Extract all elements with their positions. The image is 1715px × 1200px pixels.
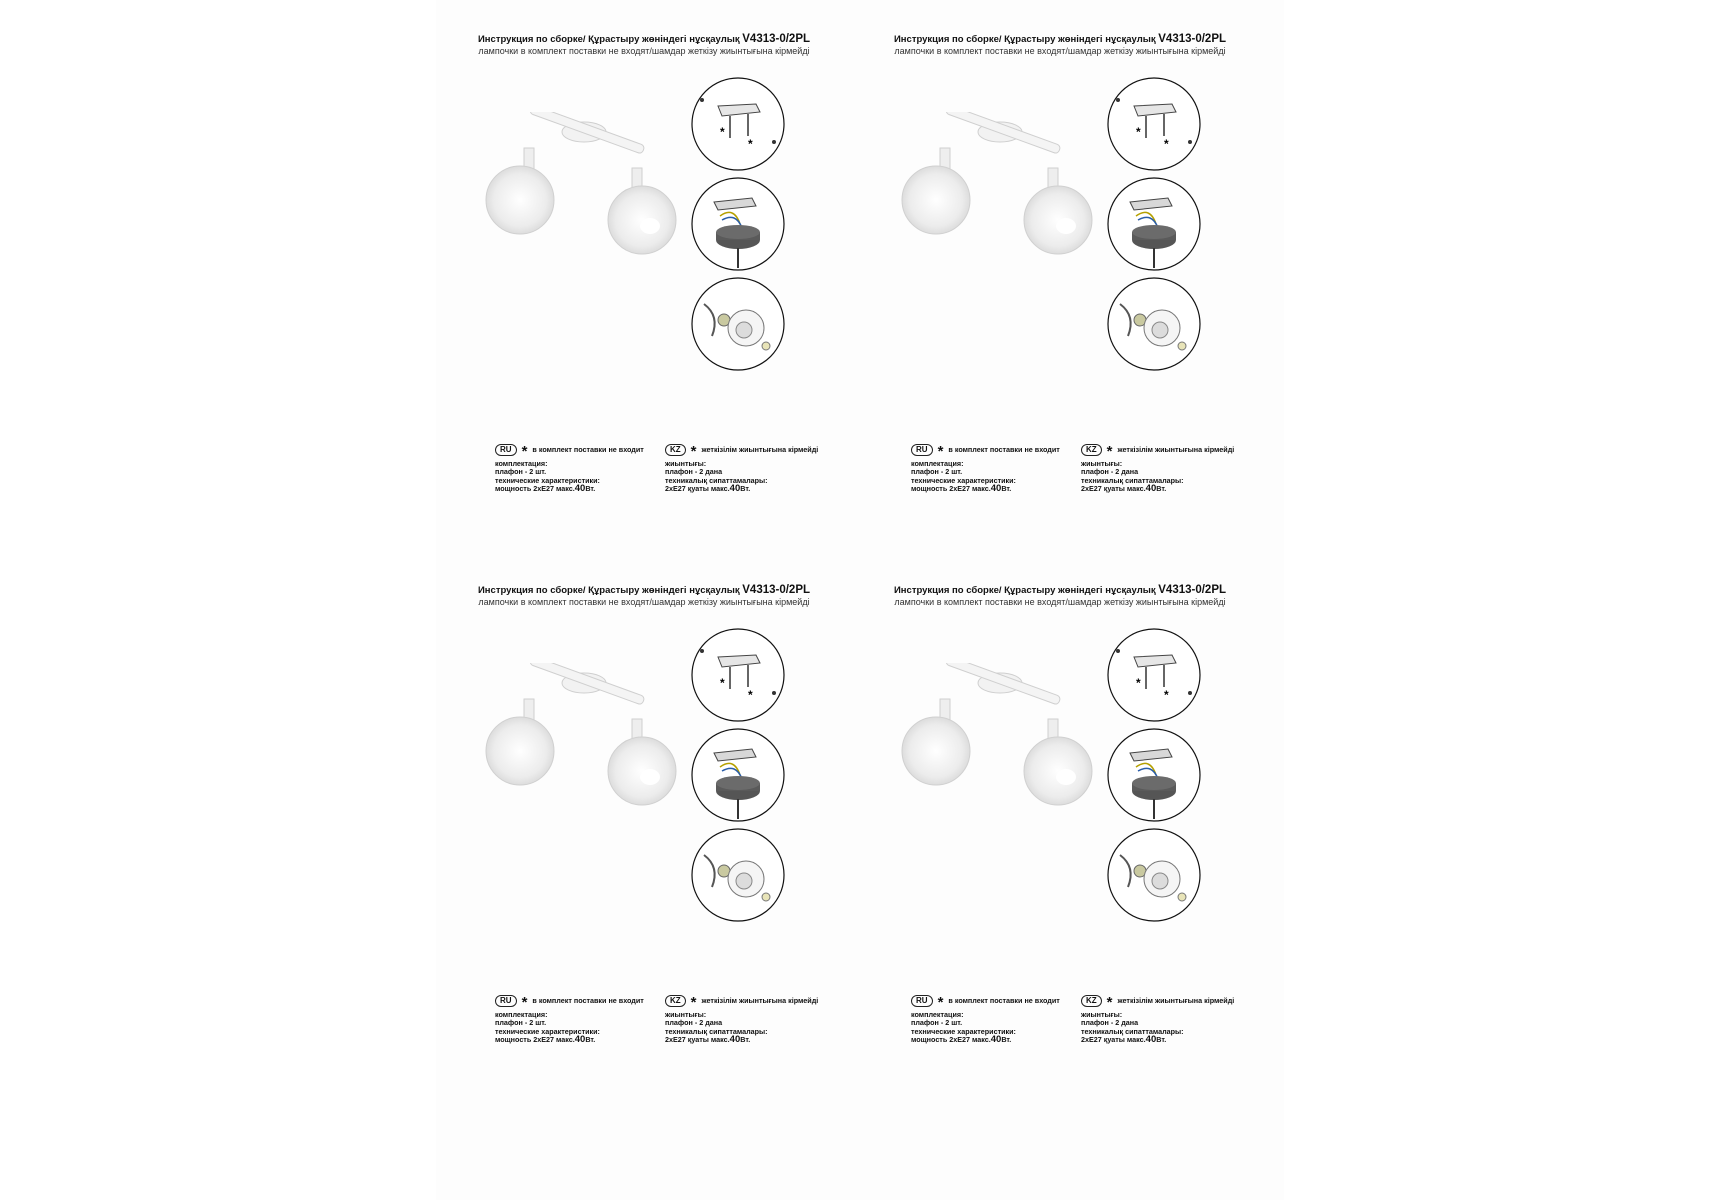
document-sheet [436,0,1284,1200]
step-1-mounting-diagram [1106,76,1202,172]
legend-kz [1081,995,1234,1045]
kz-power: 2xE27 қуаты макс.40Вт. [1081,1034,1167,1046]
step-2-wiring-diagram [690,176,786,272]
star-mark: * [690,994,697,1011]
step-3-shade-diagram [1106,276,1202,372]
ru-specs-label: технические характеристики: [911,475,1016,485]
legend-ru [495,995,644,1045]
step-star: * [748,688,753,702]
kz-set-value: плафон - 2 дана [1081,1018,1139,1028]
ru-not-included-note: в комплект поставки не входит [532,444,644,454]
kz-not-included-note: жеткізілім жиынтығына кірмейді [701,995,819,1005]
ru-specs-label: технические характеристики: [495,1026,600,1036]
kz-badge: KZ [665,444,686,456]
step-2-wiring-diagram [1106,727,1202,823]
legend-kz [665,444,818,494]
legend-ru [911,995,1060,1045]
kz-set-value: плафон - 2 дана [1081,467,1139,477]
star-mark: * [521,994,528,1011]
legend-ru [911,444,1060,494]
instruction-panel [436,551,852,1151]
ru-badge: RU [495,444,517,456]
kz-badge: KZ [1081,995,1102,1007]
lamp-product-image [484,112,684,272]
step-star: * [1164,137,1169,151]
ru-badge: RU [911,444,933,456]
kz-not-included-note: жеткізілім жиынтығына кірмейді [1117,995,1235,1005]
ru-specs-label: технические характеристики: [911,1026,1016,1036]
kz-specs-label: техникалық сипаттамалары: [665,1026,768,1036]
legend-kz [665,995,818,1045]
ru-set-label: комплектация: [495,459,548,468]
panel-subtitle: лампочки в комплект поставки не входят/шамдар жеткізу жиынтығына кірмейді [894,597,1226,607]
ru-set-label: комплектация: [911,459,964,468]
kz-not-included-note: жеткізілім жиынтығына кірмейді [701,444,819,454]
kz-specs-label: техникалық сипаттамалары: [1081,475,1184,485]
step-star: * [1136,676,1141,690]
legend-kz [1081,444,1234,494]
star-mark: * [937,443,944,460]
kz-set-label: жиынтығы: [1081,1010,1123,1019]
ru-power: мощность 2xE27 макс.40Вт. [495,483,596,495]
kz-set-label: жиынтығы: [1081,459,1123,468]
kz-set-label: жиынтығы: [665,1010,707,1019]
panel-subtitle: лампочки в комплект поставки не входят/шамдар жеткізу жиынтығына кірмейді [478,46,810,56]
step-3-shade-diagram [690,827,786,923]
star-mark: * [1106,443,1113,460]
ru-specs-label: технические характеристики: [495,475,600,485]
kz-badge: KZ [1081,444,1102,456]
kz-set-value: плафон - 2 дана [665,1018,723,1028]
kz-specs-label: техникалық сипаттамалары: [1081,1026,1184,1036]
ru-set-label: комплектация: [911,1010,964,1019]
step-star: * [748,137,753,151]
star-mark: * [690,443,697,460]
ru-power: мощность 2xE27 макс.40Вт. [911,483,1012,495]
panel-subtitle: лампочки в комплект поставки не входят/шамдар жеткізу жиынтығына кірмейді [894,46,1226,56]
lamp-product-image [900,112,1100,272]
kz-set-value: плафон - 2 дана [665,467,723,477]
ru-badge: RU [495,995,517,1007]
legend-ru [495,444,644,494]
ru-not-included-note: в комплект поставки не входит [948,995,1060,1005]
star-mark: * [937,994,944,1011]
model-code: V4313-0/2PL [1158,584,1227,596]
instruction-panel [852,551,1268,1151]
ru-not-included-note: в комплект поставки не входит [532,995,644,1005]
kz-power: 2xE27 қуаты макс.40Вт. [1081,483,1167,495]
step-2-wiring-diagram [690,727,786,823]
panel-title: Инструкция по сборке/ Құрастыру жөніндегі нұсқаулық V4313-0/2PL [477,33,811,45]
step-1-mounting-diagram [1106,627,1202,723]
instruction-panel [436,0,852,600]
panel-title: Инструкция по сборке/ Құрастыру жөніндегі нұсқаулық V4313-0/2PL [893,33,1227,45]
star-mark: * [521,443,528,460]
ru-set-value: плафон - 2 шт. [495,467,547,477]
ru-not-included-note: в комплект поставки не входит [948,444,1060,454]
step-2-wiring-diagram [1106,176,1202,272]
ru-set-value: плафон - 2 шт. [495,1018,547,1028]
ru-power: мощность 2xE27 макс.40Вт. [911,1034,1012,1046]
ru-set-value: плафон - 2 шт. [911,1018,963,1028]
ru-power: мощность 2xE27 макс.40Вт. [495,1034,596,1046]
ru-set-value: плафон - 2 шт. [911,467,963,477]
kz-not-included-note: жеткізілім жиынтығына кірмейді [1117,444,1235,454]
ru-badge: RU [911,995,933,1007]
kz-power: 2xE27 қуаты макс.40Вт. [665,483,751,495]
step-star: * [1164,688,1169,702]
step-star: * [720,125,725,139]
kz-badge: KZ [665,995,686,1007]
panel-title: Инструкция по сборке/ Құрастыру жөніндегі нұсқаулық V4313-0/2PL [893,584,1227,596]
instruction-panel [852,0,1268,600]
model-code: V4313-0/2PL [1158,33,1227,45]
model-code: V4313-0/2PL [742,33,811,45]
step-1-mounting-diagram [690,627,786,723]
lamp-product-image [900,663,1100,823]
step-star: * [720,676,725,690]
kz-specs-label: техникалық сипаттамалары: [665,475,768,485]
step-1-mounting-diagram [690,76,786,172]
panel-title: Инструкция по сборке/ Құрастыру жөніндегі нұсқаулық V4313-0/2PL [477,584,811,596]
step-star: * [1136,125,1141,139]
star-mark: * [1106,994,1113,1011]
step-3-shade-diagram [690,276,786,372]
panel-subtitle: лампочки в комплект поставки не входят/шамдар жеткізу жиынтығына кірмейді [478,597,810,607]
kz-set-label: жиынтығы: [665,459,707,468]
model-code: V4313-0/2PL [742,584,811,596]
kz-power: 2xE27 қуаты макс.40Вт. [665,1034,751,1046]
step-3-shade-diagram [1106,827,1202,923]
lamp-product-image [484,663,684,823]
ru-set-label: комплектация: [495,1010,548,1019]
